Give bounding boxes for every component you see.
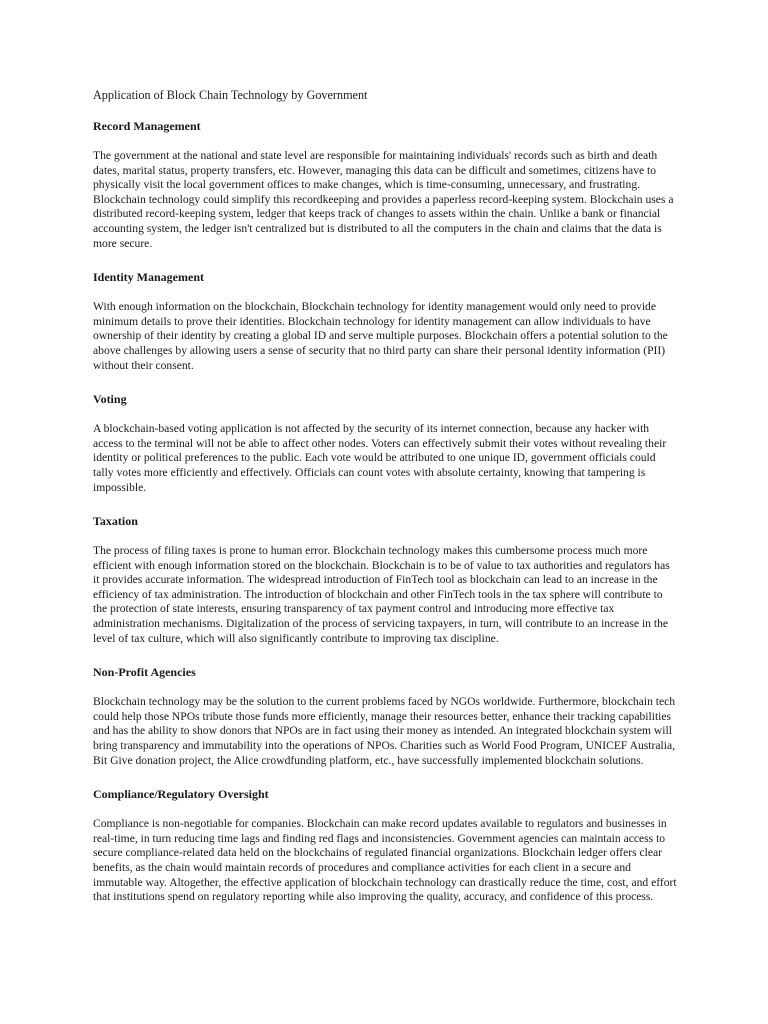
- section-heading: Voting: [93, 392, 127, 407]
- document-page: [93, 88, 677, 924]
- section-body: The process of filing taxes is prone to human error. Blockchain technology makes this cumbersome process much more efficient with enough information stored on the blockchain. Blockchain is to be of value to tax authorities and regulators has it provides accurate information. The widespread introduction of FinTech tool as blockchain can lead to an increase in the efficiency of tax administration. The introduction of blockchain and other FinTech tools in the tax sphere will contribute to the protection of state interests, ensuring transparency of tax payment control and introducing more effective tax administration mechanisms. Digitalization of the process of servicing taxpayers, in turn, will contribute to an increase in the level of tax culture, which will also significantly contribute to improving tax discipline.: [93, 544, 670, 645]
- section-heading: Record Management: [93, 119, 201, 133]
- section-heading: Non-Profit Agencies: [93, 665, 196, 680]
- section-heading: Compliance/Regulatory Oversight: [93, 787, 269, 802]
- section-non-profit-agencies: [93, 665, 677, 768]
- section-body: The government at the national and state level are responsible for maintaining individuals' records such as birth and death dates, marital status, property transfers, etc. However, managing this data can be difficult and sometimes, citizens have to physically visit the local government offices to make changes, which is time-consuming, unnecessary, and frustrating. Blockchain technology could simplify this recordkeeping and provides a paperless record-keeping system. Blockchain uses a distributed record-keeping system, ledger that keeps track of changes to assets within the chain. Unlike a bank or financial accounting system, the ledger isn't centralized but is distributed to all the computers in the chain and claims that the data is more secure.: [93, 149, 674, 250]
- section-taxation: [93, 514, 677, 646]
- section-body: A blockchain-based voting application is not affected by the security of its internet connection, because any hacker with access to the terminal will not be able to affect other nodes. Voters can effectively submit their votes without revealing their identity or political preferences to the public. Each vote would be attributed to one unique ID, government officials could tally votes more efficiently and effectively. Officials can count votes with absolute certainty, knowing that tampering is impossible.: [93, 422, 667, 494]
- document-title: Application of Block Chain Technology by Government: [93, 88, 368, 102]
- section-heading: Identity Management: [93, 270, 204, 285]
- section-heading: Taxation: [93, 514, 138, 529]
- section-body: Compliance is non-negotiable for companies. Blockchain can make record updates available to regulators and businesses in real-time, in turn reducing time lags and finding red flags and inconsistencies. Government agencies can maintain access to secure compliance-related data held on the blockchains of regulated financial organizations. Blockchain ledger offers clear benefits, as the chain would maintain records of procedures and compliance activities for each client in a secure and immutable way. Altogether, the effective application of blockchain technology can drastically reduce the time, cost, and effort that institutions spend on regulatory reporting while also improving the quality, accuracy, and confidence of this process.: [93, 817, 677, 904]
- section-body: Blockchain technology may be the solution to the current problems faced by NGOs worldwide. Furthermore, blockchain tech could help those NPOs tribute those funds more efficiently, manage their resources better, enhance their tracking capabilities and has the ability to show donors that NPOs are in fact using their money as intended. An integrated blockchain system will bring transparency and immutability into the operations of NPOs. Charities such as World Food Program, UNICEF Australia, Bit Give donation project, the Alice crowdfunding platform, etc., have successfully implemented blockchain solutions.: [93, 695, 676, 767]
- section-voting: [93, 392, 677, 495]
- section-body: With enough information on the blockchain, Blockchain technology for identity management would only need to provide minimum details to prove their identities. Blockchain technology for identity management can allow individuals to have ownership of their identity by creating a global ID and serve multiple purposes. Blockchain offers a potential solution to the above challenges by allowing users a sense of security that no third party can share their personal identity information (PII) without their consent.: [93, 300, 668, 372]
- section-identity-management: [93, 270, 677, 373]
- section-compliance-regulatory-oversight: [93, 787, 677, 905]
- section-record-management: [93, 119, 677, 251]
